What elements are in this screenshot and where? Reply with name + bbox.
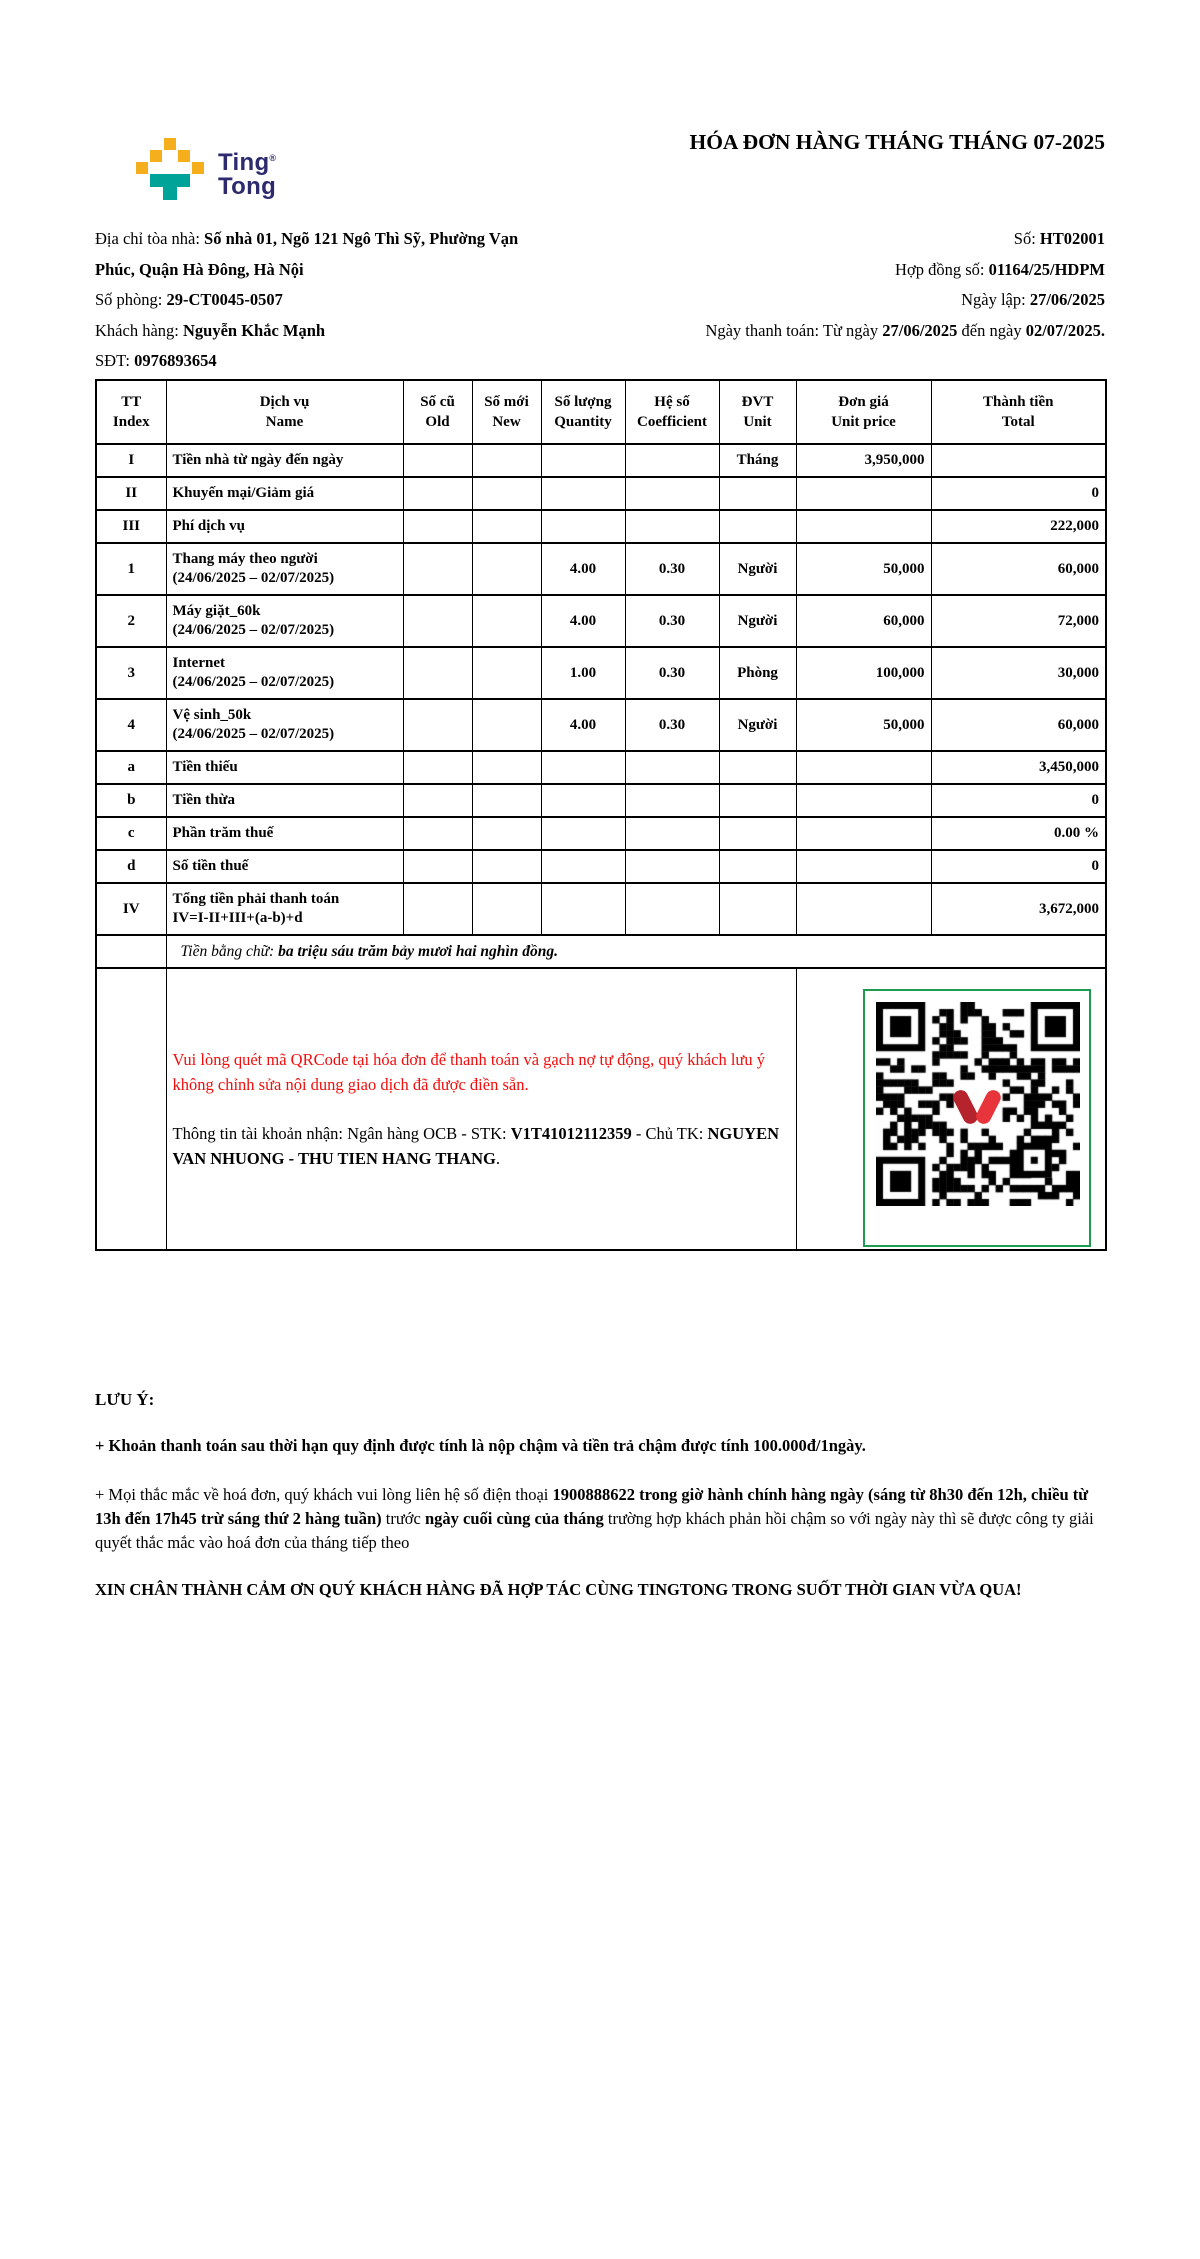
v-stroke-left	[951, 1087, 981, 1126]
cell-price	[796, 751, 931, 784]
cell-name: Thang máy theo người (24/06/2025 – 02/07/2025)	[166, 543, 403, 595]
cell-new	[472, 543, 541, 595]
qr-notice-text: Vui lòng quét mã QRCode tại hóa đơn để thanh toán và gạch nợ tự động, quý khách lưu ý không chỉnh sửa nội dung giao dịch đã được điền sẵn.	[172, 1050, 765, 1094]
table-row	[96, 883, 1106, 935]
cell-qty	[541, 883, 625, 935]
customer-name: Khách hàng: Nguyễn Khắc Mạnh	[95, 320, 326, 340]
amount-in-words-row	[96, 935, 1106, 968]
cell-qty	[541, 477, 625, 510]
cell-new	[472, 751, 541, 784]
tingtong-logo	[136, 138, 276, 202]
logo-word-2: Tong	[218, 173, 277, 200]
cell-old	[403, 850, 472, 883]
cell-coeff	[625, 784, 719, 817]
cell-coeff	[625, 444, 719, 477]
cell-old	[403, 699, 472, 751]
cell-qty: 4.00	[541, 595, 625, 647]
cell-qty	[541, 444, 625, 477]
building-address: Địa chỉ tòa nhà: Số nhà 01, Ngõ 121 Ngô Thì Sỹ, Phường Vạn Phúc, Quận Hà Đông, Hà Nội	[95, 229, 519, 279]
cell-total: 3,450,000	[931, 751, 1106, 784]
cell-total: 60,000	[931, 699, 1106, 751]
cell-total	[931, 444, 1106, 477]
cell-new	[472, 850, 541, 883]
cell-price	[796, 883, 931, 935]
cell-empty	[96, 968, 166, 1250]
thank-you-note: XIN CHÂN THÀNH CẢM ƠN QUÝ KHÁCH HÀNG ĐÃ HỢP TÁC CÙNG TINGTONG TRONG SUỐT THỜI GIAN VỪA QUA!	[95, 1580, 1022, 1599]
cell-idx: I	[96, 444, 166, 477]
cell-old	[403, 543, 472, 595]
cell-idx: 2	[96, 595, 166, 647]
column-header: Số cũ Old	[403, 380, 472, 444]
cell-old	[403, 647, 472, 699]
cell-qty	[541, 510, 625, 543]
vietqr-v-icon	[953, 1086, 1001, 1130]
cell-price: 50,000	[796, 699, 931, 751]
cell-coeff	[625, 510, 719, 543]
cell-name: Máy giặt_60k (24/06/2025 – 02/07/2025)	[166, 595, 403, 647]
cell-old	[403, 477, 472, 510]
cell-qty	[541, 751, 625, 784]
cell-unit	[719, 751, 796, 784]
cell-idx: III	[96, 510, 166, 543]
qr-code	[863, 989, 1091, 1247]
table-row	[96, 477, 1106, 510]
amount-in-words: Tiền bằng chữ: ba triệu sáu trăm bảy mươi hai nghìn đồng.	[166, 935, 1106, 968]
logo-pixel	[192, 162, 204, 174]
cell-idx: c	[96, 817, 166, 850]
cell-unit: Người	[719, 595, 796, 647]
cell-total: 3,672,000	[931, 883, 1106, 935]
table-row	[96, 647, 1106, 699]
cell-total: 0	[931, 477, 1106, 510]
cell-total: 72,000	[931, 595, 1106, 647]
invoice-table	[95, 379, 1107, 1251]
table-row	[96, 510, 1106, 543]
logo-pixel	[136, 162, 148, 174]
cell-price: 100,000	[796, 647, 931, 699]
cell-unit	[719, 477, 796, 510]
cell-total: 222,000	[931, 510, 1106, 543]
cell-old	[403, 817, 472, 850]
cell-unit	[719, 510, 796, 543]
cell-qty: 4.00	[541, 543, 625, 595]
text-segment: + Mọi thắc mắc về hoá đơn, quý khách vui lòng liên hệ số điện thoại	[95, 1485, 553, 1504]
cell-total: 60,000	[931, 543, 1106, 595]
cell-unit	[719, 850, 796, 883]
table-row	[96, 784, 1106, 817]
invoice-number: Số: HT02001	[1013, 229, 1105, 248]
logo-pixel	[150, 174, 190, 187]
invoice-meta	[595, 224, 1105, 377]
column-header: Đơn giá Unit price	[796, 380, 931, 444]
cell-coeff	[625, 817, 719, 850]
cell-name: Vệ sinh_50k (24/06/2025 – 02/07/2025)	[166, 699, 403, 751]
cell-unit: Tháng	[719, 444, 796, 477]
text-segment: trước	[381, 1509, 425, 1528]
text-segment: 1900888622 trong giờ hành chính hàng ngày (sáng từ 8h30 đến 12h, chiều từ 13h đến 17h45 trừ sáng thứ 2 hàng tuần)	[95, 1485, 1089, 1528]
cell-new	[472, 477, 541, 510]
table-row	[96, 817, 1106, 850]
customer-info	[95, 224, 550, 377]
qr-code-cell	[796, 968, 1106, 1250]
page-title: HÓA ĐƠN HÀNG THÁNG THÁNG 07-2025	[689, 130, 1105, 154]
cell-name: Phí dịch vụ	[166, 510, 403, 543]
cell-name: Internet (24/06/2025 – 02/07/2025)	[166, 647, 403, 699]
cell-qty: 4.00	[541, 699, 625, 751]
tingtong-logo-icon	[136, 138, 204, 202]
cell-coeff: 0.30	[625, 699, 719, 751]
table-row	[96, 850, 1106, 883]
column-header: Số lượng Quantity	[541, 380, 625, 444]
cell-new	[472, 699, 541, 751]
logo-pixel	[178, 150, 190, 162]
cell-idx: 3	[96, 647, 166, 699]
table-row	[96, 543, 1106, 595]
qr-row	[96, 968, 1106, 1250]
registered-mark: ®	[269, 153, 277, 163]
cell-old	[403, 751, 472, 784]
cell-new	[472, 595, 541, 647]
table-row	[96, 699, 1106, 751]
cell-coeff	[625, 850, 719, 883]
cell-coeff	[625, 477, 719, 510]
hotline-note	[95, 1483, 1107, 1555]
bank-account-info: Thông tin tài khoản nhận: Ngân hàng OCB - STK: V1T41012112359 - Chủ TK: NGUYEN VAN NHUONG - THU TIEN HANG THANG.	[172, 1124, 780, 1168]
cell-total: 30,000	[931, 647, 1106, 699]
table-header-row	[96, 380, 1106, 444]
cell-empty	[96, 935, 166, 968]
cell-unit: Người	[719, 699, 796, 751]
table-row	[96, 751, 1106, 784]
late-payment-note: + Khoản thanh toán sau thời hạn quy định được tính là nộp chậm và tiền trả chậm được tính 100.000đ/1ngày.	[95, 1436, 866, 1455]
cell-price	[796, 510, 931, 543]
cell-total: 0	[931, 850, 1106, 883]
column-header: Số mới New	[472, 380, 541, 444]
cell-qty	[541, 784, 625, 817]
cell-total: 0.00 %	[931, 817, 1106, 850]
logo-pixel	[163, 187, 177, 200]
cell-name: Tổng tiền phải thanh toán IV=I-II+III+(a-b)+d	[166, 883, 403, 935]
cell-name: Tiền nhà từ ngày đến ngày	[166, 444, 403, 477]
cell-qty	[541, 817, 625, 850]
cell-idx: IV	[96, 883, 166, 935]
logo-pixel	[150, 150, 162, 162]
cell-idx: d	[96, 850, 166, 883]
cell-name: Phần trăm thuế	[166, 817, 403, 850]
room-number: Số phòng: 29-CT0045-0507	[95, 290, 283, 309]
cell-unit	[719, 817, 796, 850]
cell-new	[472, 817, 541, 850]
cell-price: 60,000	[796, 595, 931, 647]
cell-total: 0	[931, 784, 1106, 817]
logo-wordmark	[218, 146, 276, 199]
cell-idx: II	[96, 477, 166, 510]
v-stroke-right	[974, 1087, 1004, 1126]
cell-idx: 1	[96, 543, 166, 595]
cell-name: Tiền thừa	[166, 784, 403, 817]
column-header: Thành tiền Total	[931, 380, 1106, 444]
payment-period: Ngày thanh toán: Từ ngày 27/06/2025 đến ngày 02/07/2025.	[705, 320, 1105, 340]
cell-new	[472, 444, 541, 477]
cell-old	[403, 444, 472, 477]
table-row	[96, 444, 1106, 477]
cell-price: 50,000	[796, 543, 931, 595]
footer-notes	[95, 1388, 1107, 1602]
table-row	[96, 595, 1106, 647]
cell-old	[403, 510, 472, 543]
invoice-info	[95, 224, 1105, 377]
cell-price	[796, 784, 931, 817]
cell-qty	[541, 850, 625, 883]
cell-name: Tiền thiếu	[166, 751, 403, 784]
cell-coeff	[625, 883, 719, 935]
cell-new	[472, 883, 541, 935]
text-segment: ngày cuối cùng của tháng	[424, 1509, 604, 1528]
cell-coeff: 0.30	[625, 647, 719, 699]
cell-name: Số tiền thuế	[166, 850, 403, 883]
cell-price: 3,950,000	[796, 444, 931, 477]
cell-idx: b	[96, 784, 166, 817]
cell-new	[472, 647, 541, 699]
payment-instructions	[166, 968, 796, 1250]
cell-coeff: 0.30	[625, 595, 719, 647]
cell-name: Khuyến mại/Giảm giá	[166, 477, 403, 510]
cell-unit	[719, 883, 796, 935]
cell-price	[796, 477, 931, 510]
customer-phone: SĐT: 0976893654	[95, 351, 217, 370]
column-header: ĐVT Unit	[719, 380, 796, 444]
cell-old	[403, 595, 472, 647]
cell-old	[403, 784, 472, 817]
column-header: Hệ số Coefficient	[625, 380, 719, 444]
cell-coeff: 0.30	[625, 543, 719, 595]
text-segment: trường hợp khách phản hồi chậm so với ngày này thì sẽ được công ty giải quyết thắc mắc vào hoá đơn của tháng tiếp theo	[95, 1509, 1094, 1552]
column-header: Dịch vụ Name	[166, 380, 403, 444]
cell-price	[796, 817, 931, 850]
contract-number: Hợp đồng số: 01164/25/HDPM	[895, 259, 1105, 279]
cell-old	[403, 883, 472, 935]
cell-idx: a	[96, 751, 166, 784]
cell-new	[472, 510, 541, 543]
cell-new	[472, 784, 541, 817]
logo-pixel	[164, 138, 176, 150]
column-header: TT Index	[96, 380, 166, 444]
issue-date: Ngày lập: 27/06/2025	[961, 290, 1105, 309]
cell-price	[796, 850, 931, 883]
cell-unit: Người	[719, 543, 796, 595]
cell-unit: Phòng	[719, 647, 796, 699]
notes-heading: LƯU Ý:	[95, 1390, 155, 1409]
cell-qty: 1.00	[541, 647, 625, 699]
cell-idx: 4	[96, 699, 166, 751]
cell-unit	[719, 784, 796, 817]
cell-coeff	[625, 751, 719, 784]
logo-word-1: Ting	[218, 149, 270, 176]
